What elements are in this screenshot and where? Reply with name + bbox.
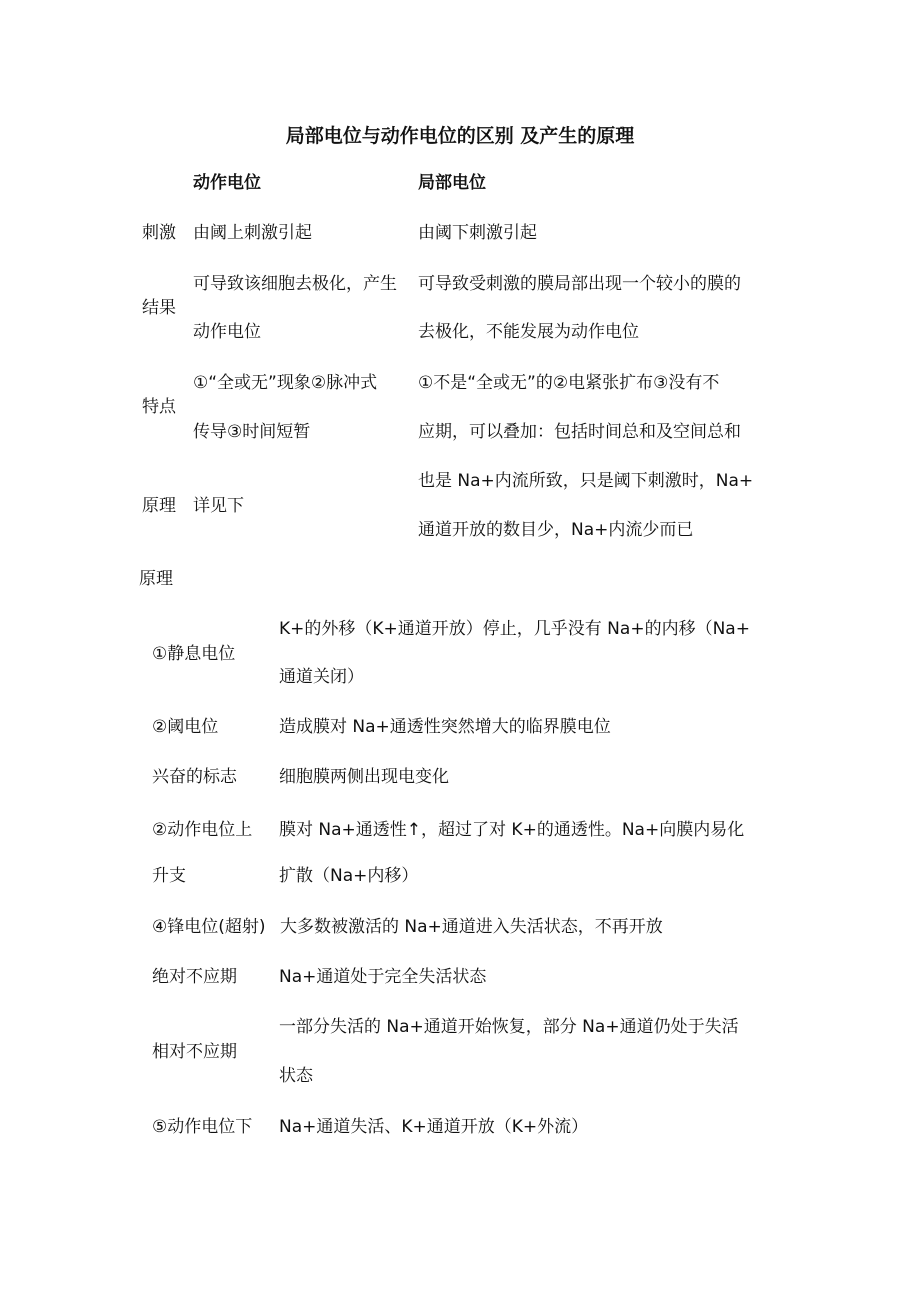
principle-local-line1: 也是 Na+内流所致，只是阈下刺激时，Na+ xyxy=(418,471,754,491)
relative-refractory-label: 相对不应期 xyxy=(152,1042,237,1062)
result-action-line2: 动作电位 xyxy=(193,322,261,342)
features-local-line1: ①不是“全或无”的②电紧张扩布③没有不 xyxy=(418,373,720,393)
result-local-line1: 可导致受刺激的膜局部出现一个较小的膜的 xyxy=(418,274,741,294)
section-title-principle: 原理 xyxy=(139,569,173,589)
threshold-potential-label: ②阈电位 xyxy=(152,717,219,737)
page-title: 局部电位与动作电位的区别 及产生的原理 xyxy=(285,125,635,147)
rising-phase-label-line1: ②动作电位上 xyxy=(152,820,253,840)
resting-potential-text-line1: K+的外移（K+通道开放）停止，几乎没有 Na+的内移（Na+ xyxy=(279,619,750,639)
stimulus-action: 由阈上刺激引起 xyxy=(193,223,312,243)
relative-refractory-text-line1: 一部分失活的 Na+通道开始恢复，部分 Na+通道仍处于失活 xyxy=(279,1017,739,1037)
features-local-line2: 应期，可以叠加：包括时间总和及空间总和 xyxy=(418,422,741,442)
features-action-line1: ①“全或无”现象②脉冲式 xyxy=(193,373,378,393)
falling-phase-text: Na+通道失活、K+通道开放（K+外流） xyxy=(279,1117,589,1137)
threshold-potential-text: 造成膜对 Na+通透性突然增大的临界膜电位 xyxy=(279,717,611,737)
rising-phase-text-line2: 扩散（Na+内移） xyxy=(279,866,419,886)
absolute-refractory-text: Na+通道处于完全失活状态 xyxy=(279,967,487,987)
spike-potential-text: 大多数被激活的 Na+通道进入失活状态，不再开放 xyxy=(280,917,663,937)
absolute-refractory-label: 绝对不应期 xyxy=(152,967,237,987)
result-local-line2: 去极化，不能发展为动作电位 xyxy=(418,322,639,342)
spike-potential-label: ④锋电位(超射) xyxy=(152,917,266,937)
excitation-sign-text: 细胞膜两侧出现电变化 xyxy=(279,767,449,787)
principle-action: 详见下 xyxy=(193,496,244,516)
rising-phase-label-line2: 升支 xyxy=(152,866,186,886)
row-label-features: 特点 xyxy=(142,397,176,417)
stimulus-local: 由阈下刺激引起 xyxy=(418,223,537,243)
principle-local-line2: 通道开放的数目少，Na+内流少而已 xyxy=(418,520,694,540)
relative-refractory-text-line2: 状态 xyxy=(279,1066,313,1086)
header-local-potential: 局部电位 xyxy=(418,173,486,193)
row-label-stimulus: 刺激 xyxy=(142,223,176,243)
row-label-principle: 原理 xyxy=(142,496,176,516)
rising-phase-text-line1: 膜对 Na+通透性↑，超过了对 K+的通透性。Na+向膜内易化 xyxy=(279,820,745,840)
resting-potential-label: ①静息电位 xyxy=(152,644,236,664)
result-action-line1: 可导致该细胞去极化，产生 xyxy=(193,274,397,294)
resting-potential-text-line2: 通道关闭） xyxy=(279,667,364,687)
falling-phase-label: ⑤动作电位下 xyxy=(152,1117,253,1137)
excitation-sign-label: 兴奋的标志 xyxy=(152,767,237,787)
features-action-line2: 传导③时间短暂 xyxy=(193,422,311,442)
header-action-potential: 动作电位 xyxy=(193,173,261,193)
row-label-result: 结果 xyxy=(142,298,176,318)
